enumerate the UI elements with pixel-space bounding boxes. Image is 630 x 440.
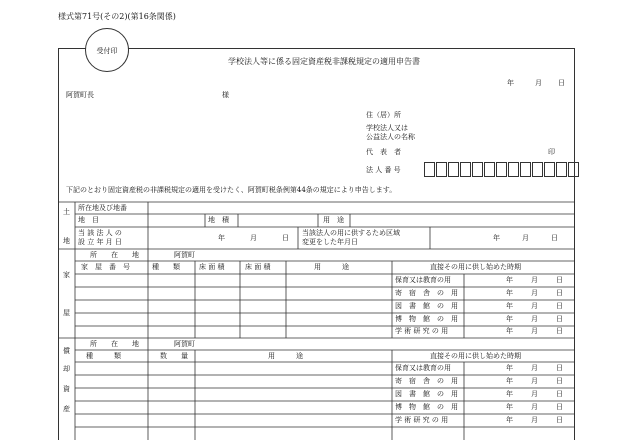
form-number: 様式第71号(その2)(第16条関係): [58, 12, 176, 21]
dep-location-label: 所 在 地: [90, 340, 139, 348]
est-month: 月: [250, 234, 257, 242]
address-label: 住（居）所: [366, 111, 401, 119]
dep-section-char-1: 償: [63, 347, 70, 355]
change-day: 日: [551, 234, 558, 242]
house-header-use: 用 途: [314, 263, 349, 271]
dep-use-library: 図 書 館 の 用: [395, 390, 458, 398]
statement-text: 下記のとおり固定資産税の非課税規定の適用を受けたく、阿賀町税条例第44条の規定により申告します。: [66, 186, 397, 194]
house-row-month: 月: [531, 276, 538, 284]
dep-row-month: 月: [531, 416, 538, 424]
dep-location-value: 阿賀町: [174, 340, 195, 348]
change-date-label-1: 当該法人の用に供するため区域: [302, 229, 400, 237]
representative-label: 代 表 者: [366, 148, 401, 156]
house-location-label: 所 在 地: [90, 251, 139, 259]
dep-row-month: 月: [531, 377, 538, 385]
house-header-floor-1: 床 面 積: [199, 263, 225, 271]
house-row-month: 月: [531, 327, 538, 335]
house-row-year: 年: [506, 327, 513, 335]
est-date-label-1: 当 該 法 人 の: [78, 229, 122, 237]
dep-row-day: 日: [556, 403, 563, 411]
dep-row-day: 日: [556, 377, 563, 385]
house-location-value: 阿賀町: [174, 251, 195, 259]
house-row-month: 月: [531, 289, 538, 297]
form-title: 学校法人等に係る固定資産税非課税規定の適用申告書: [228, 57, 420, 66]
est-date-label-2: 設 立 年 月 日: [78, 238, 122, 246]
date-day-label: 日: [558, 79, 565, 87]
land-section-char-2: 地: [63, 237, 70, 245]
dep-row-year: 年: [506, 364, 513, 372]
house-use-research: 学 術 研 究 の 用: [395, 327, 449, 335]
dep-row-month: 月: [531, 390, 538, 398]
house-row-day: 日: [556, 276, 563, 284]
seal-mark: 印: [548, 148, 555, 156]
honorific: 様: [222, 91, 229, 99]
dep-section-char-4: 産: [63, 405, 70, 413]
house-use-education: 保育又は教育の用: [395, 276, 451, 284]
land-area-label: 地 積: [208, 216, 229, 224]
dep-use-dormitory: 寄 宿 舎 の 用: [395, 377, 458, 385]
dep-row-day: 日: [556, 364, 563, 372]
date-month-label: 月: [535, 79, 542, 87]
house-row-day: 日: [556, 315, 563, 323]
est-year: 年: [218, 234, 225, 242]
change-date-label-2: 変更をした年月日: [302, 238, 358, 246]
land-location-label: 所在地及び地番: [78, 204, 127, 212]
house-use-library: 図 書 館 の 用: [395, 302, 458, 310]
house-row-year: 年: [506, 315, 513, 323]
dep-header-type: 種 類: [86, 352, 121, 360]
house-header-start-date: 直接その用に供し始めた時期: [430, 263, 521, 271]
addressee: 阿賀町長: [66, 91, 94, 99]
house-row-month: 月: [531, 315, 538, 323]
house-row-month: 月: [531, 302, 538, 310]
dep-section-char-3: 資: [63, 385, 70, 393]
dep-row-year: 年: [506, 403, 513, 411]
dep-row-month: 月: [531, 364, 538, 372]
house-section-char-2: 屋: [63, 309, 70, 317]
dep-row-year: 年: [506, 377, 513, 385]
dep-header-start-date: 直接その用に供し始めた時期: [430, 352, 521, 360]
house-row-day: 日: [556, 289, 563, 297]
dep-header-quantity: 数 量: [160, 352, 188, 360]
land-use-label: 用 途: [323, 216, 344, 224]
name-label-1: 学校法人又は: [366, 124, 408, 132]
land-section-char-1: 土: [63, 208, 70, 216]
house-use-museum: 博 物 館 の 用: [395, 315, 458, 323]
dep-row-month: 月: [531, 403, 538, 411]
house-row-year: 年: [506, 302, 513, 310]
dep-row-year: 年: [506, 390, 513, 398]
house-row-year: 年: [506, 289, 513, 297]
dep-row-day: 日: [556, 416, 563, 424]
house-header-number: 家 屋 番 号: [81, 263, 130, 271]
est-day: 日: [282, 234, 289, 242]
dep-use-research: 学 術 研 究 の 用: [395, 416, 449, 424]
change-year: 年: [493, 234, 500, 242]
dep-use-education: 保育又は教育の用: [395, 364, 451, 372]
dep-row-year: 年: [506, 416, 513, 424]
house-header-type: 種 類: [152, 263, 180, 271]
change-month: 月: [522, 234, 529, 242]
date-year-label: 年: [507, 79, 514, 87]
house-use-dormitory: 寄 宿 舎 の 用: [395, 289, 458, 297]
land-category-label: 地 目: [78, 216, 99, 224]
house-row-day: 日: [556, 327, 563, 335]
dep-section-char-2: 却: [63, 365, 70, 373]
house-row-year: 年: [506, 276, 513, 284]
house-row-day: 日: [556, 302, 563, 310]
dep-use-museum: 博 物 館 の 用: [395, 403, 458, 411]
name-label-2: 公益法人の名称: [366, 133, 415, 141]
dep-row-day: 日: [556, 390, 563, 398]
house-header-floor-2: 床 面 積: [245, 263, 271, 271]
corp-number-label: 法 人 番 号: [366, 166, 401, 174]
stamp-label: 受付印: [96, 47, 118, 55]
dep-header-use: 用 途: [268, 352, 303, 360]
house-section-char-1: 家: [63, 271, 70, 279]
